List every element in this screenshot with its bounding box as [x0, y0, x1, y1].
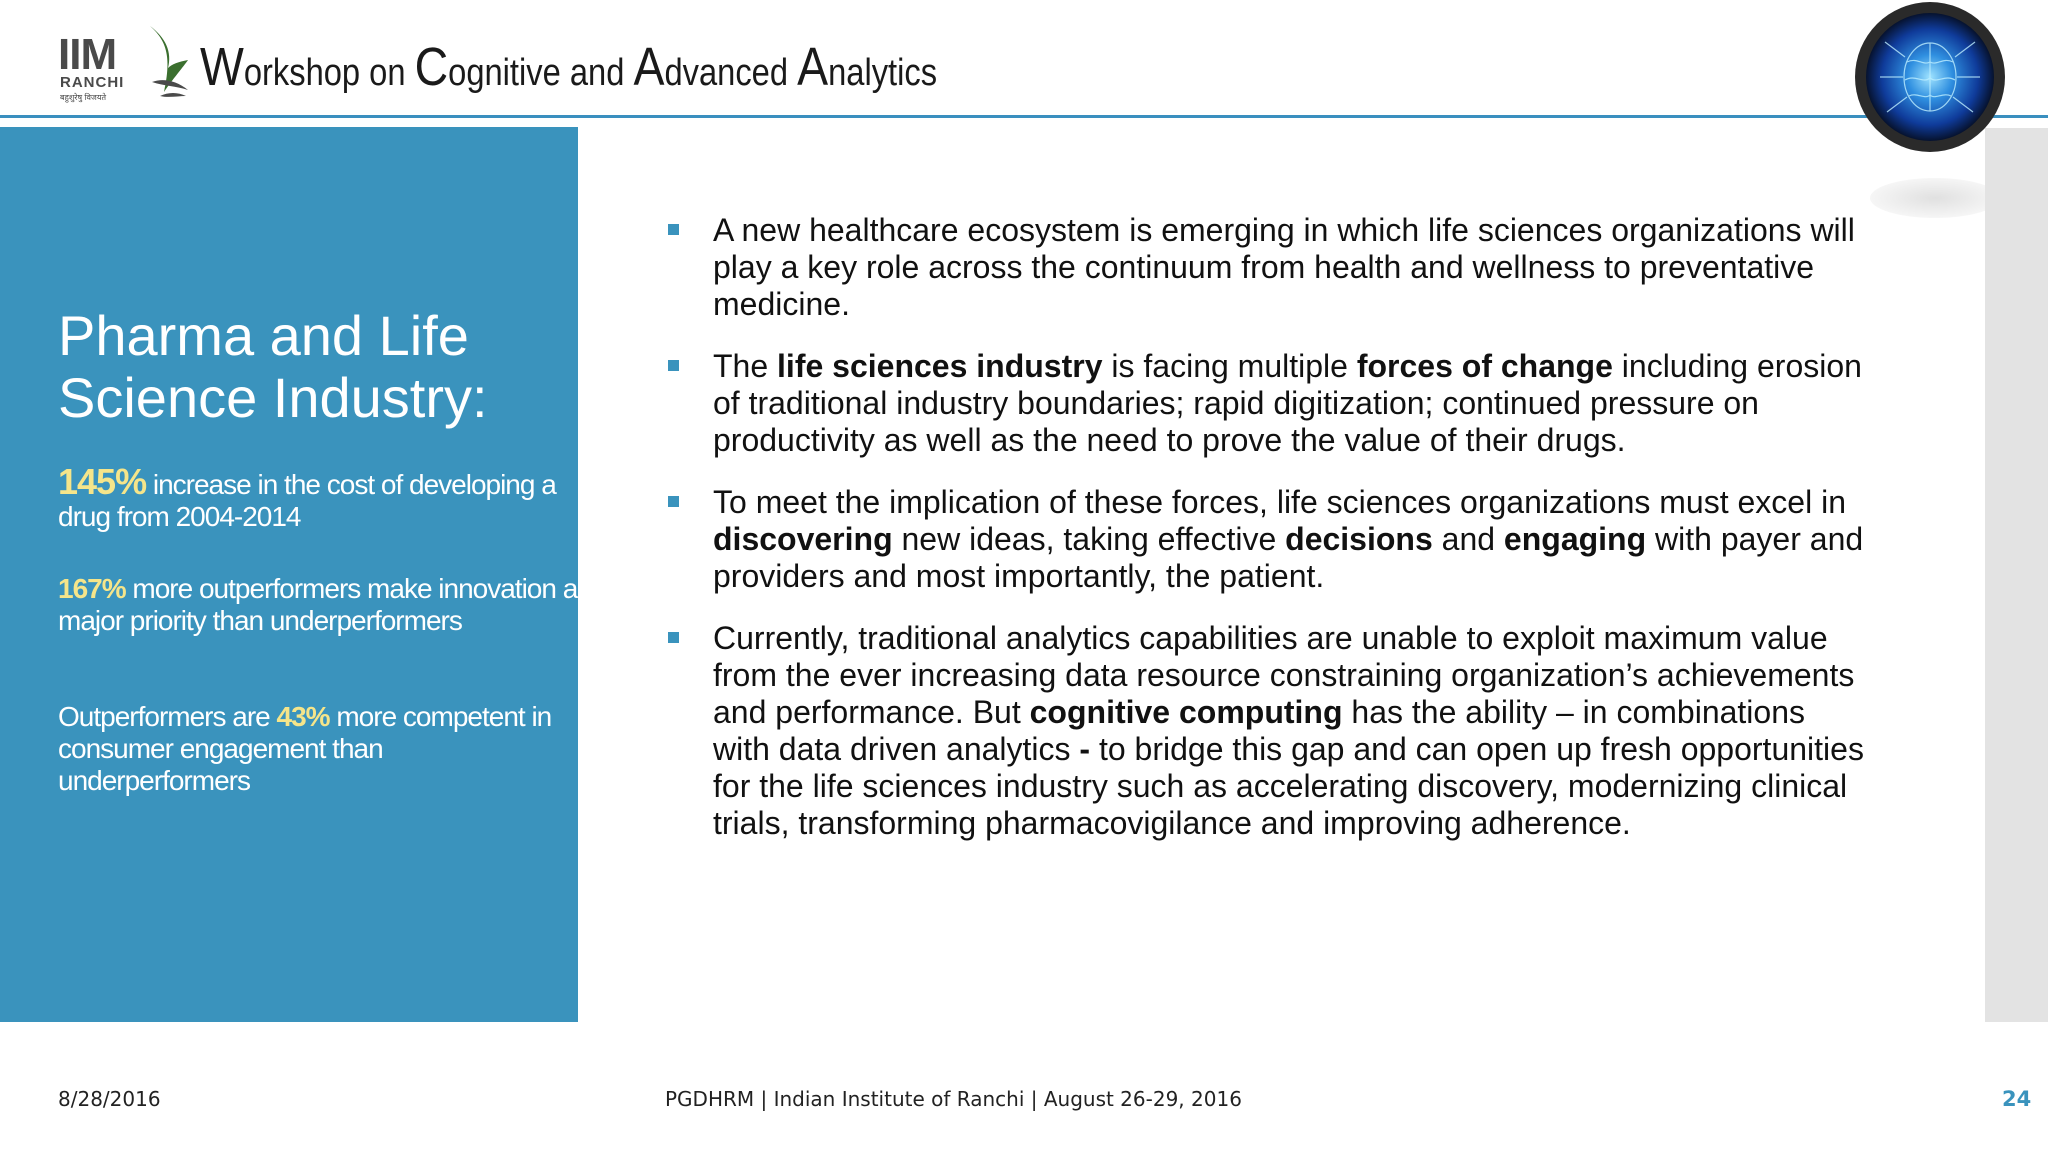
footer-date: 8/28/2016: [58, 1087, 161, 1111]
bullet-text: is facing multiple: [1102, 348, 1357, 384]
stat-highlight: 43%: [276, 701, 330, 732]
title-part: Advanced: [633, 37, 798, 97]
slide-title: [200, 36, 937, 98]
right-grey-strip: [1985, 128, 2048, 1022]
bullet-bold-text: life sciences industry: [777, 348, 1103, 384]
footer-center-text: PGDHRM | Indian Institute of Ranchi | August 26-29, 2016: [665, 1087, 1242, 1111]
bullet-text: has the ability – in combinations with data driven analytics: [713, 694, 1805, 767]
bullet-item: [666, 348, 1866, 459]
bullet-text: new ideas, taking effective: [892, 521, 1286, 557]
stat-text: more competent in consumer engagement than underperformers: [58, 701, 552, 796]
stat-cost-increase: [58, 461, 578, 533]
bullet-text: Currently, traditional analytics capabilities are unable to exploit maximum value from the ever increasing data resource constraining organization’s achievements and performance. But: [713, 620, 1855, 730]
bullet-bold-text: decisions: [1285, 521, 1433, 557]
square-bullet-icon: [668, 360, 679, 371]
bullet-bold-text: discovering: [713, 521, 893, 557]
square-bullet-icon: [668, 496, 679, 507]
title-part: Analytics: [797, 37, 938, 97]
bullet-text: to bridge this gap and can open up fresh opportunities for the life sciences industry such as accelerating discovery, modernizing clinical trials, transforming pharmacovigilance and improving adherence.: [713, 731, 1864, 841]
bullet-text: The: [713, 348, 778, 384]
bullet-list: [666, 212, 1866, 867]
bullet-text: A new healthcare ecosystem is emerging in which life sciences organizations will play a key role across the continuum from health and wellness to preventative medicine.: [713, 212, 1855, 322]
logo-motto: बहुशुरेषु विजयते: [60, 93, 107, 102]
sidebar-heading: Pharma and Life Science Industry:: [58, 304, 488, 429]
stat-text: increase in the cost of developing a drug from 2004-2014: [58, 469, 556, 532]
bullet-bold-text: forces of change: [1356, 348, 1613, 384]
title-part: Cognitive and: [414, 37, 634, 97]
page-number: 24: [2002, 1087, 2032, 1111]
stat-highlight: 167%: [58, 573, 126, 604]
bullet-bold-text: cognitive computing: [1029, 694, 1343, 730]
square-bullet-icon: [668, 632, 679, 643]
bullet-item: [666, 620, 1866, 842]
bullet-text: To meet the implication of these forces, life sciences organizations must excel in: [713, 484, 1846, 520]
logo-text: IIM: [58, 30, 117, 79]
bullet-text: including erosion of traditional industry boundaries; rapid digitization; continued pressure on productivity as well as the need to prove the value of their drugs.: [713, 348, 1862, 458]
brain-shadow: [1870, 178, 2000, 218]
iim-ranchi-logo: [58, 28, 188, 108]
header-divider: [0, 115, 2048, 118]
stat-consumer-engagement: [58, 701, 578, 797]
bullet-text: with payer and providers and most importantly, the patient.: [713, 521, 1864, 594]
bullet-bold-text: engaging: [1503, 521, 1647, 557]
square-bullet-icon: [668, 224, 679, 235]
bullet-item: [666, 484, 1866, 595]
logo-subtext: RANCHI: [60, 74, 125, 91]
title-part: Workshop on: [200, 37, 415, 97]
slide-header: [0, 0, 2048, 125]
bullet-item: [666, 212, 1866, 323]
stat-highlight: 145%: [58, 461, 147, 502]
stat-prefix: Outperformers are: [58, 701, 277, 732]
iim-bird-logo-icon: [142, 22, 192, 102]
bullet-text: and: [1432, 521, 1504, 557]
stat-innovation-priority: [58, 573, 578, 637]
brain-icon: [1855, 2, 2005, 152]
stat-text: more outperformers make innovation a major priority than underperformers: [58, 573, 578, 636]
bullet-bold-text: -: [1079, 731, 1091, 767]
